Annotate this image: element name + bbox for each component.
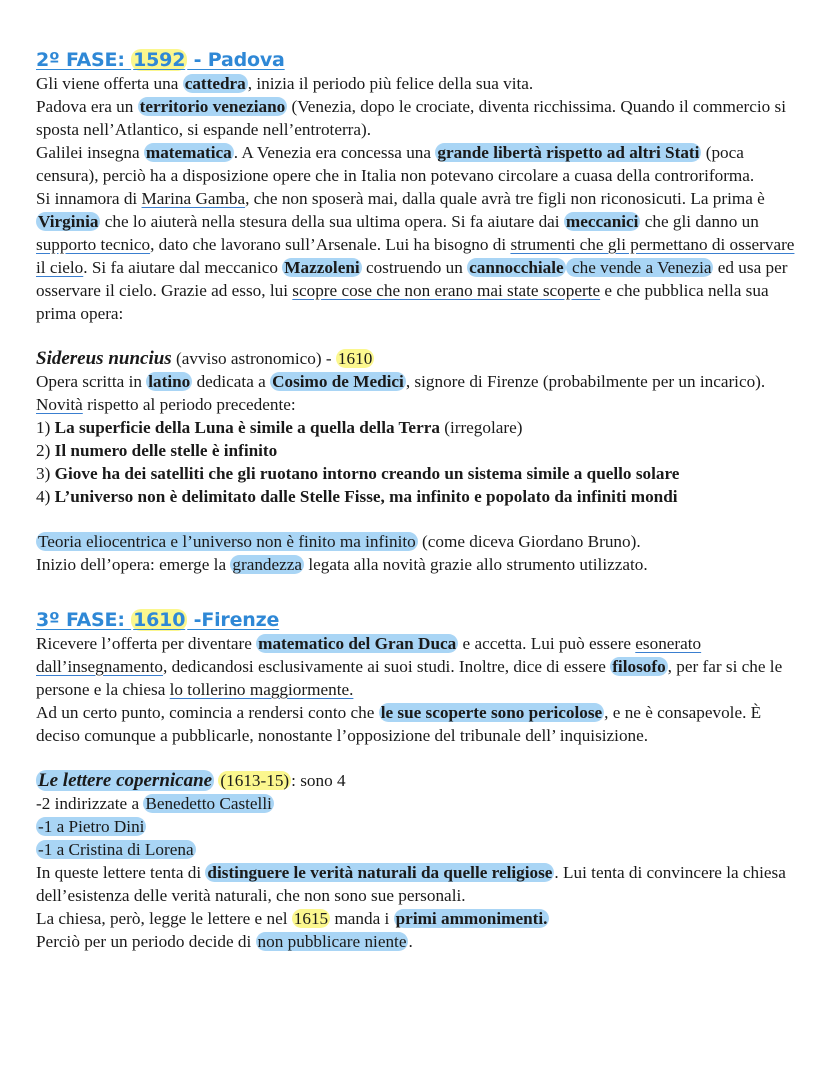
fase2-paragraph-1: Gli viene offerta una cattedra , inizia il periodo più felice della sua vita.	[36, 74, 534, 93]
year-highlight: 1610	[133, 609, 186, 631]
fase2-heading: 2º FASE: 1592 - Padova	[36, 49, 285, 71]
sidereus-paragraph-2: Teoria eliocentrica e l’universo non è finito ma infinito (come diceva Giordano Bruno).	[38, 532, 641, 551]
year-highlight: 1615	[293, 909, 329, 928]
lettere-paragraph-2: La chiesa, però, legge le lettere e nel 1615 manda i primi ammonimenti.	[36, 909, 548, 928]
sidereus-paragraph-3: Inizio dell’opera: emerge la grandezza legata alla novità grazie allo strumento utilizzato.	[36, 555, 648, 574]
lettere-line-2: -1 a Pietro Dini	[38, 817, 145, 836]
document-page	[36, 48, 796, 953]
fase3-paragraph-2: Ad un certo punto, comincia a rendersi conto che le sue scoperte sono pericolose , e ne è consapevole. È deciso comunque a pubblicarle, nonostante l’opposizione del tribunale dell’ inquisizione.	[36, 703, 762, 745]
lettere-paragraph-3: Perciò per un periodo decide di non pubblicare niente .	[36, 932, 413, 951]
novita-item-1: 1) La superficie della Luna è simile a quella della Terra (irregolare)	[36, 418, 523, 437]
year-highlight: 1610	[337, 349, 373, 368]
novita-item-4: 4) L’universo non è delimitato dalle Stelle Fisse, ma infinito e popolato da infiniti mondi	[36, 487, 678, 506]
sidereus-paragraph-1: Opera scritta in latino dedicata a Cosimo de Medici , signore di Firenze (probabilmente per un incarico). Novità rispetto al periodo precedente:	[36, 372, 766, 414]
novita-item-2: 2) Il numero delle stelle è infinito	[36, 441, 278, 460]
lettere-title-line: Le lettere copernicane (1613-15) : sono 4	[38, 770, 346, 791]
sidereus-title: Sidereus nuncius	[36, 348, 172, 369]
fase3-paragraph-1: Ricevere l’offerta per diventare matematico del Gran Duca e accetta. Lui può essere esonerato dall’insegnamento, dedicandosi esclusivamente ai suoi studi. Inoltre, dice di essere filosofo , per far si che le persone e la chiesa lo tollerino maggiormente.	[36, 634, 783, 699]
fase2-paragraph-3: Galilei insegna matematica . A Venezia era concessa una grande libertà rispetto ad altri Stati (poca censura), perciò ha a disposizione opere che in Italia non potevano circolare a cuasa della controriforma.	[36, 143, 755, 185]
fase2-paragraph-2: Padova era un territorio veneziano (Venezia, dopo le crociate, diventa ricchissima. Quando il commercio si sposta nell’Atlantico, si espande nell’entroterra).	[36, 97, 786, 139]
fase3-heading: 3º FASE: 1610 -Firenze	[36, 609, 280, 631]
lettere-line-1: -2 indirizzate a Benedetto Castelli	[36, 794, 272, 813]
sidereus-title-line: Sidereus nuncius (avviso astronomico) - 1610	[36, 348, 373, 369]
lettere-title: Le lettere copernicane	[38, 770, 213, 791]
fase2-paragraph-4: Si innamora di Marina Gamba, che non sposerà mai, dalla quale avrà tre figli non riconosicuti. La prima è Virginia che lo aiuterà nella stesura della sua ultima opera. Si fa aiutare dai meccanici che gli danno un supporto tecnico, dato che lavorano sull’Arsenale. Lui ha bisogno di strumenti che gli permettano di osservare il cielo. Si fa aiutare dal meccanico Mazzoleni costruendo un cannocchiale che vende a Venezia ed usa per osservare il cielo. Grazie ad esso, lui scopre cose che non erano mai state scoperte e che pubblica nella sua prima opera:	[36, 189, 795, 323]
lettere-paragraph-1: In queste lettere tenta di distinguere le verità naturali da quelle religiose . Lui tenta di convincere la chiesa dell’esistenza delle verità naturali, che non sono sue personali.	[36, 863, 786, 905]
year-highlight: (1613-15)	[220, 771, 290, 790]
lettere-line-3: -1 a Cristina di Lorena	[38, 840, 194, 859]
year-highlight: 1592	[133, 49, 186, 71]
novita-item-3: 3) Giove ha dei satelliti che gli ruotano intorno creando un sistema simile a quello solare	[36, 464, 680, 483]
